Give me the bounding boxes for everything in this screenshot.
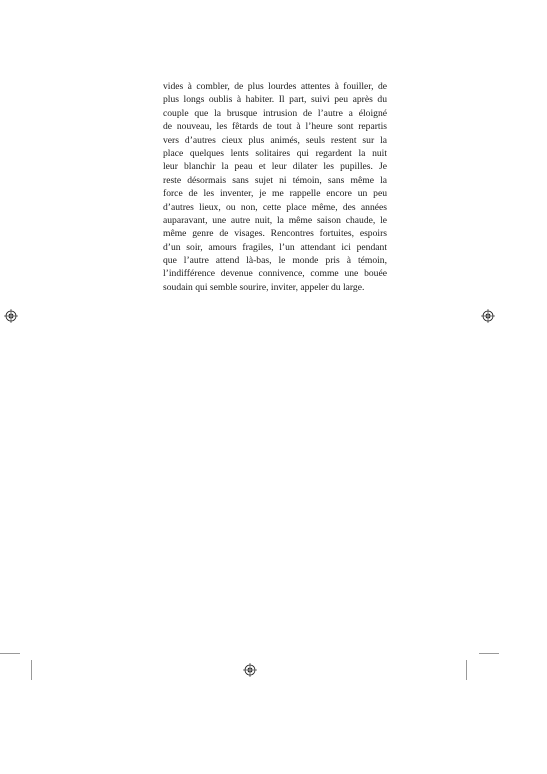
- text-line: reste désormais sans sujet ni témoin, sans même la: [163, 174, 387, 186]
- crop-mark: [466, 660, 467, 680]
- text-line: que l’autre attend là-bas, le monde pris à témoin,: [163, 255, 387, 267]
- text-line: force de les inventer, je me rappelle encore un peu: [163, 188, 387, 200]
- text-line: de nouveau, les fêtards de tout à l’heure sont repartis: [163, 121, 387, 133]
- text-line: d’autres lieux, ou non, cette place même, des années: [163, 201, 387, 213]
- text-line: auparavant, une autre nuit, la même saison chaude, le: [163, 214, 387, 226]
- text-line: vides à combler, de plus lourdes attentes à fouiller, de: [163, 81, 387, 92]
- text-line: vers d’autres cieux plus animés, seuls restent sur la: [163, 134, 387, 146]
- body-paragraph: [163, 80, 387, 294]
- crop-mark: [479, 653, 499, 654]
- text-line: couple que la brusque intrusion de l’autre a éloigné: [163, 107, 387, 119]
- text-line: place quelques lents solitaires qui regardent la nuit: [163, 147, 387, 159]
- text-line: même genre de visages. Rencontres fortuites, espoirs: [163, 228, 387, 240]
- crop-mark: [31, 660, 32, 680]
- text-line: l’indifférence devenue connivence, comme une bouée: [163, 268, 387, 280]
- crop-mark: [0, 653, 20, 654]
- crosshair-target-icon: [4, 309, 18, 323]
- text-line: soudain qui semble sourire, inviter, appeler du large.: [163, 281, 365, 293]
- crosshair-target-icon: [243, 663, 257, 677]
- text-line: d’un soir, amours fragiles, l’un attendant ici pendant: [163, 241, 387, 253]
- crosshair-target-icon: [481, 309, 495, 323]
- text-line: leur blanchir la peau et leur dilater les pupilles. Je: [163, 161, 387, 173]
- text-line: plus longs oublis à habiter. Il part, suivi peu après du: [163, 94, 387, 106]
